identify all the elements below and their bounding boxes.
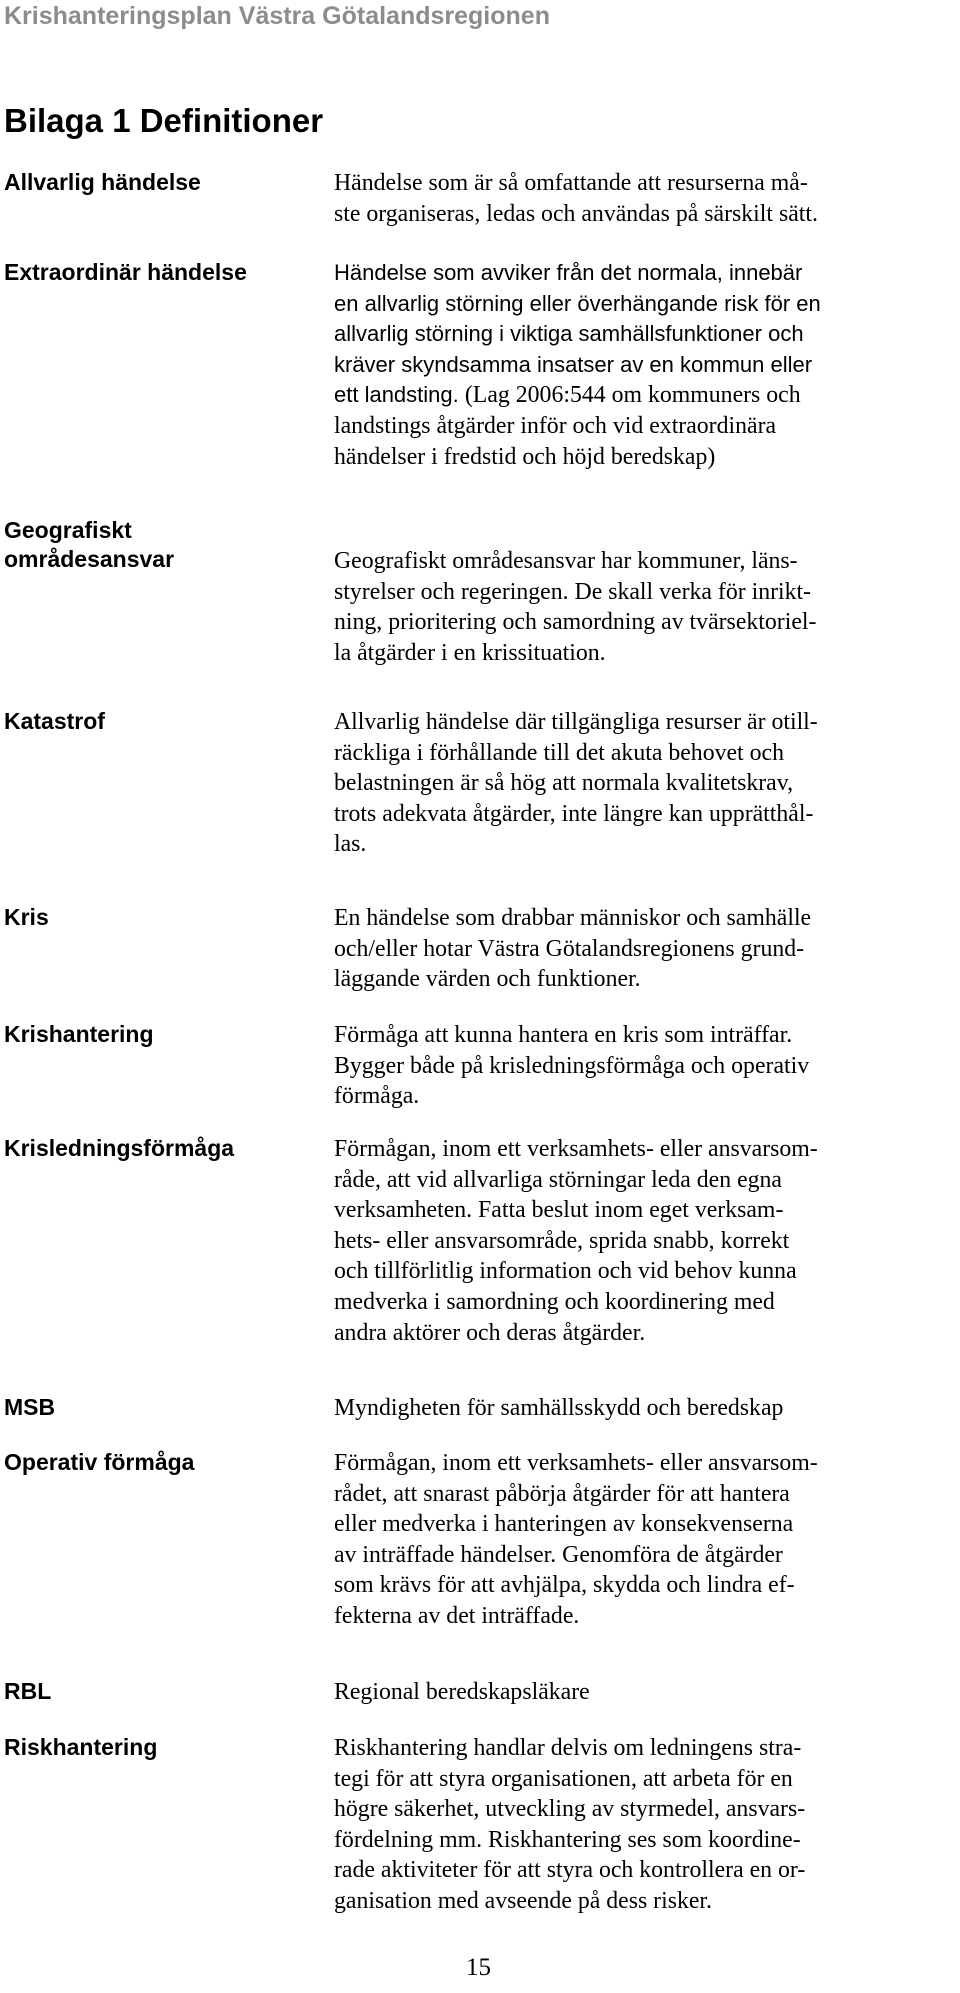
definition-krishantering	[334, 1020, 960, 1112]
definition-line: styrelser och regeringen. De skall verka för inrikt-	[334, 578, 812, 605]
definition-line: ganisation med avseende på dess risker.	[334, 1887, 712, 1914]
definition-line: Bygger både på krisledningsförmåga och operativ	[334, 1052, 810, 1079]
term-operativ-formaga: Operativ förmåga	[4, 1449, 195, 1475]
definition-line: Händelse som avviker från det normala, innebär	[334, 260, 803, 285]
definition-line: eller medverka i hanteringen av konsekvenserna	[334, 1511, 794, 1538]
definition-line: fördelning mm. Riskhantering ses som koordine-	[334, 1826, 801, 1853]
definition-line: en allvarlig störning eller överhängande risk för en	[334, 290, 821, 316]
definition-line: av inträffade händelser. Genomföra de åtgärder	[334, 1541, 783, 1568]
term-line: områdesansvar	[4, 546, 175, 572]
definition-line: hets- eller ansvarsområde, sprida snabb, korrekt	[334, 1227, 790, 1254]
definition-line: ning, prioritering och samordning av tvärsektoriel-	[334, 609, 817, 636]
definition-extraordinar-handelse	[334, 258, 960, 472]
definition-krisledningsformaga	[334, 1134, 960, 1348]
definition-line: och tillförlitlig information och vid behov kunna	[334, 1258, 797, 1285]
law-reference-line: händelser i fredstid och höjd beredskap)	[334, 443, 716, 470]
term-allvarlig-handelse: Allvarlig händelse	[4, 169, 201, 195]
definition-line: Myndigheten för samhällsskydd och beredskap	[334, 1395, 784, 1421]
definition-msb	[334, 1393, 960, 1424]
law-reference: (Lag 2006:544 om kommuners och	[464, 382, 801, 409]
definition-geografiskt-omradesansvar	[334, 546, 960, 668]
term-katastrof: Katastrof	[4, 708, 105, 734]
definition-line: råde, att vid allvarliga störningar leda den egna	[334, 1166, 782, 1193]
definition-line: rade aktiviteter för att styra och kontrollera en or-	[334, 1857, 806, 1884]
definition-line: fekterna av det inträffade.	[334, 1602, 580, 1629]
definition-line: Förmågan, inom ett verksamhets- eller ansvarsom-	[334, 1450, 818, 1476]
definition-rbl	[334, 1677, 960, 1708]
definition-kris	[334, 903, 960, 995]
law-reference-line: landstings åtgärder inför och vid extraordinära	[334, 412, 777, 439]
section-title: Bilaga 1 Definitioner	[4, 102, 324, 139]
definition-line: rådet, att snarast påbörja åtgärder för att hantera	[334, 1480, 790, 1507]
definition-operativ-formaga	[334, 1448, 960, 1632]
definition-line: las.	[334, 831, 367, 858]
definition-line: andra aktörer och deras åtgärder.	[334, 1319, 646, 1346]
definition-line: verksamheten. Fatta beslut inom eget verksam-	[334, 1197, 784, 1224]
term-riskhantering: Riskhantering	[4, 1734, 158, 1760]
definition-line: medverka i samordning och koordinering med	[334, 1288, 775, 1315]
definition-line: förmåga.	[334, 1083, 420, 1110]
document-header: Krishanteringsplan Västra Götalandsregionen	[4, 2, 550, 30]
definition-line	[334, 380, 960, 411]
definition-line: högre säkerhet, utveckling av styrmedel, ansvars-	[334, 1796, 806, 1823]
definition-line: och/eller hotar Västra Götalandsregionens grund-	[334, 935, 805, 962]
definition-line: En händelse som drabbar människor och samhälle	[334, 905, 812, 931]
term-kris: Kris	[4, 904, 49, 930]
definition-line: räckliga i förhållande till det akuta behovet och	[334, 739, 784, 766]
definition-line: ste organiseras, ledas och användas på särskilt sätt.	[334, 200, 818, 227]
definition-text: ett landsting.	[334, 382, 459, 408]
term-krisledningsformaga: Krisledningsförmåga	[4, 1135, 235, 1161]
term-line: Geografiskt	[4, 517, 132, 543]
term-krishantering: Krishantering	[4, 1021, 154, 1047]
definition-line: kräver skyndsamma insatser av en kommun eller	[334, 351, 813, 377]
definition-line: allvarlig störning i viktiga samhällsfunktioner och	[334, 321, 804, 347]
definition-line: läggande värden och funktioner.	[334, 966, 641, 993]
term-rbl: RBL	[4, 1678, 52, 1704]
definition-line: som krävs för att avhjälpa, skydda och lindra ef-	[334, 1572, 795, 1599]
term-msb: MSB	[4, 1394, 56, 1420]
definition-line: Förmåga att kunna hantera en kris som inträffar.	[334, 1022, 793, 1048]
term-extraordinar-handelse: Extraordinär händelse	[4, 259, 247, 285]
definition-line: Riskhantering handlar delvis om ledningens stra-	[334, 1735, 802, 1761]
definition-line: belastningen är så hög att normala kvalitetskrav,	[334, 770, 794, 797]
definition-line: trots adekvata åtgärder, inte längre kan upprätthål-	[334, 800, 814, 827]
page-number: 15	[466, 1954, 491, 1981]
definition-line: Händelse som är så omfattande att resurserna må-	[334, 170, 808, 196]
definition-line: Geografiskt områdesansvar har kommuner, läns-	[334, 548, 798, 574]
definition-allvarlig-handelse	[334, 168, 960, 229]
definition-line: la åtgärder i en krissituation.	[334, 639, 606, 666]
term-geografiskt-omradesansvar	[4, 516, 174, 574]
definition-line: Regional beredskapsläkare	[334, 1679, 590, 1705]
definition-katastrof	[334, 707, 960, 860]
definition-riskhantering	[334, 1733, 960, 1917]
definition-line: Förmågan, inom ett verksamhets- eller ansvarsom-	[334, 1136, 818, 1162]
definition-line: tegi för att styra organisationen, att arbeta för en	[334, 1765, 793, 1792]
definition-line: Allvarlig händelse där tillgängliga resurser är otill-	[334, 709, 818, 735]
